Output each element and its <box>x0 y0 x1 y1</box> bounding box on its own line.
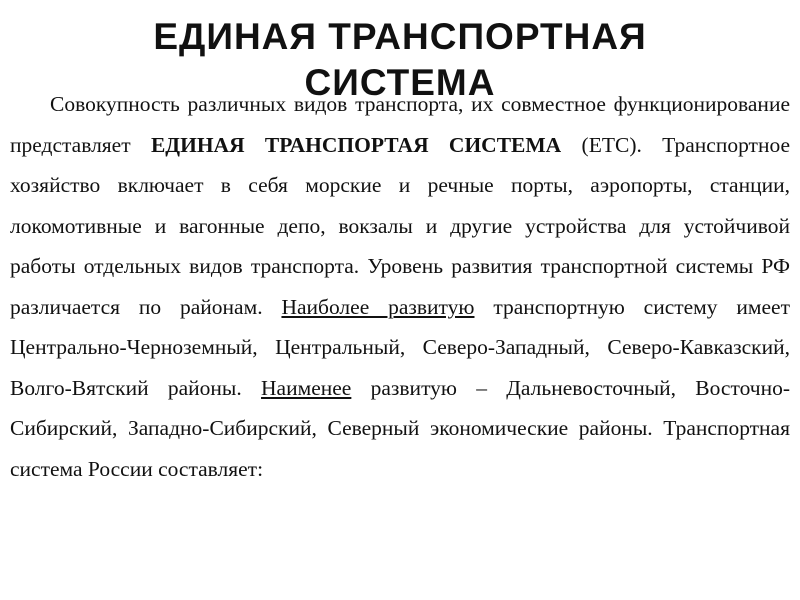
slide-title-line2: СИСТЕМА <box>304 62 496 103</box>
bold-term-ets: ЕДИНАЯ ТРАНСПОРТАЯ СИСТЕМА <box>150 132 562 157</box>
paragraph-part-1: Совокупность различных видов транспорта, их совместное функционирование представляет <box>10 92 790 157</box>
underlined-least-developed: Наименее <box>261 375 352 400</box>
body-paragraph <box>10 84 790 489</box>
slide-title-line1: ЕДИНАЯ ТРАНСПОРТНАЯ <box>153 16 647 57</box>
paragraph-part-3: транспортную систему имеет Центрально-Черноземный, Центральный, Северо-Западный, Северо-Кавказский, Волго-Вятский районы. <box>10 294 790 400</box>
underlined-most-developed: Наиболее развитую <box>281 294 475 319</box>
paragraph-part-4: развитую – Дальневосточный, Восточно-Сибирский, Западно-Сибирский, Северный экономические районы. Транспортная система России составляет: <box>10 375 790 481</box>
paragraph-part-2: (ЕТС). Транспортное хозяйство включает в себя морские и речные порты, аэропорты, станции, локомотивные и вагонные депо, вокзалы и другие устройства для устойчивой работы отдельных видов транспорта. Уровень развития транспортной системы РФ различается по районам. <box>10 132 791 319</box>
